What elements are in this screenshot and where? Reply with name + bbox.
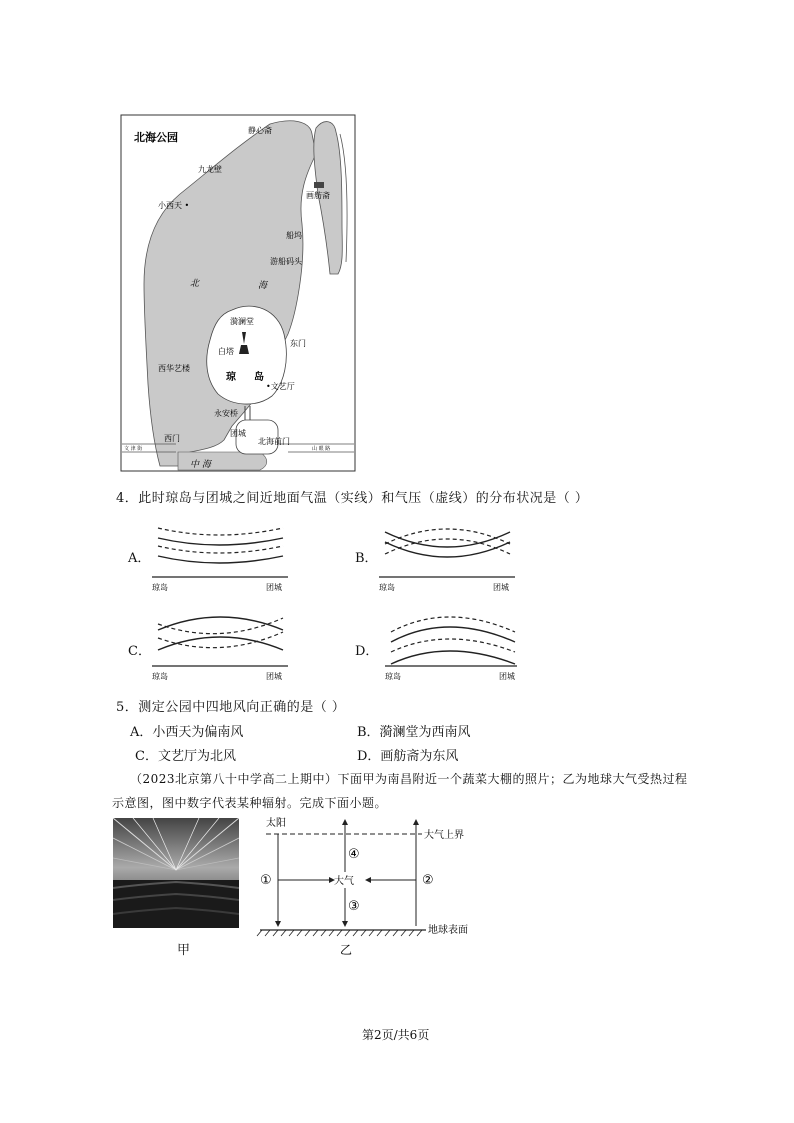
beihai-park-map bbox=[120, 114, 356, 472]
label-youchuanmatou: 游船码头 bbox=[270, 257, 302, 266]
label-atmosphere: 大气 bbox=[334, 876, 354, 887]
label-yilantang: 漪澜堂 bbox=[230, 317, 254, 326]
q4-option-c-letter[interactable]: C． bbox=[128, 644, 151, 659]
label-dongmen: 东门 bbox=[290, 339, 306, 348]
num-3: ③ bbox=[348, 899, 360, 914]
label-wenyiting: •文艺厅 bbox=[266, 382, 295, 391]
label-earth-surface: 地球表面 bbox=[428, 925, 468, 936]
q4-option-c-diagram bbox=[148, 610, 298, 685]
intro-line-2: 示意图，图中数字代表某种辐射。完成下面小题。 bbox=[112, 796, 388, 810]
label-sun: 太阳 bbox=[266, 818, 286, 829]
label-atmosphere-top: 大气上界 bbox=[424, 830, 464, 841]
label-zhonghai: 中 海 bbox=[190, 460, 211, 470]
q4-a-left-label: 琼岛 bbox=[152, 583, 168, 592]
q5-option-d[interactable]: D．画舫斋为东风 bbox=[357, 749, 459, 764]
label-bei: 北 bbox=[190, 279, 200, 289]
label-baita: 白塔 bbox=[218, 347, 234, 356]
label-chuanwu: 船坞 bbox=[286, 231, 302, 240]
map-title: 北海公园 bbox=[134, 131, 178, 144]
atmosphere-heating-diagram bbox=[256, 812, 486, 962]
q4-option-d-diagram bbox=[375, 610, 525, 685]
q4-option-b-diagram bbox=[375, 520, 525, 600]
q4-option-d-letter[interactable]: D． bbox=[355, 644, 379, 659]
label-huafangzhai: 画舫斋 bbox=[306, 191, 330, 200]
q5-option-c[interactable]: C．文艺厅为北风 bbox=[135, 749, 236, 764]
label-jia: 甲 bbox=[177, 943, 191, 958]
label-qiong: 琼 bbox=[226, 372, 236, 383]
intro-line-1: （2023北京第八十中学高二上期中）下面甲为南昌附近一个蔬菜大棚的照片；乙为地球大气受热过程 bbox=[130, 772, 688, 786]
q4-b-left-label: 琼岛 bbox=[379, 583, 395, 592]
q4-option-b-letter[interactable]: B． bbox=[355, 551, 378, 566]
q4-a-right-label: 团城 bbox=[266, 583, 282, 592]
label-road-left: 文 津 街 bbox=[124, 446, 143, 452]
label-yi: 乙 bbox=[340, 943, 353, 957]
q4-c-left-label: 琼岛 bbox=[152, 672, 168, 681]
label-hai: 海 bbox=[258, 281, 268, 291]
q4-c-right-label: 团城 bbox=[266, 672, 282, 681]
q5-stem: 5．测定公园中四地风向正确的是（ ） bbox=[116, 700, 346, 715]
label-tuancheng: 团城 bbox=[230, 429, 246, 438]
label-jiulongbi: 九龙壁 bbox=[198, 165, 222, 174]
page-footer: 第2页/共6页 bbox=[362, 1028, 430, 1042]
q4-option-a-letter[interactable]: A． bbox=[128, 551, 151, 566]
label-beihaiqianmen: 北海前门 bbox=[258, 437, 290, 446]
num-2: ② bbox=[422, 873, 434, 888]
label-jingxinzhai: 静心斋 bbox=[248, 126, 272, 135]
q4-option-a-diagram bbox=[148, 520, 298, 595]
label-yonganqiao: 永安桥 bbox=[214, 409, 238, 418]
label-xiaoxitian: 小西天 • bbox=[158, 201, 190, 210]
label-dao: 岛 bbox=[254, 372, 264, 383]
q5-option-b[interactable]: B．漪澜堂为西南风 bbox=[357, 725, 471, 740]
q4-b-right-label: 团城 bbox=[493, 583, 509, 592]
greenhouse-photo bbox=[113, 818, 239, 928]
label-road-right: 山 眼 路 bbox=[312, 446, 331, 452]
huafangzhai-icon bbox=[314, 182, 324, 188]
q4-d-right-label: 团城 bbox=[499, 672, 515, 681]
q5-option-a[interactable]: A．小西天为偏南风 bbox=[130, 725, 244, 740]
q4-stem: 4．此时琼岛与团城之间近地面气温（实线）和气压（虚线）的分布状况是（ ） bbox=[116, 491, 589, 506]
label-xihuayilou: 西华艺楼 bbox=[158, 364, 190, 373]
num-1: ① bbox=[260, 873, 272, 888]
q4-d-left-label: 琼岛 bbox=[385, 672, 401, 681]
num-4: ④ bbox=[348, 847, 360, 862]
label-ximen: 西门 bbox=[164, 434, 180, 443]
